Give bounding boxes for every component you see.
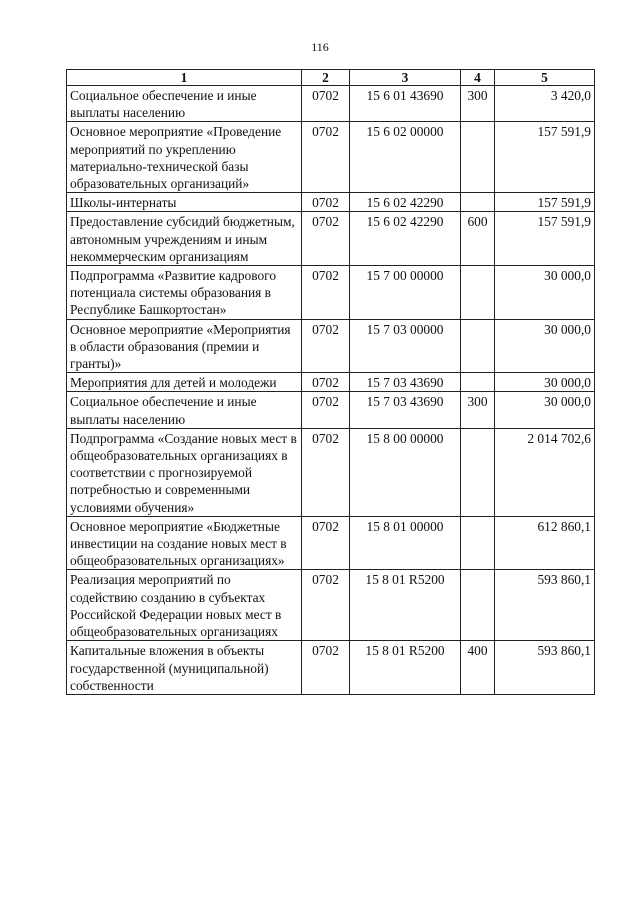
row-amount-cell: 612 860,1 — [495, 516, 595, 570]
row-kind-cell — [461, 516, 495, 570]
row-amount-cell: 30 000,0 — [495, 392, 595, 428]
row-name-cell: Основное мероприятие «Мероприятия в области образования (премии и гранты)» — [67, 319, 302, 373]
table-row — [67, 193, 595, 212]
table-header-row — [67, 70, 595, 86]
page-number: 116 — [311, 40, 329, 54]
row-code-cell: 15 7 03 43690 — [350, 373, 461, 392]
header-col-4: 4 — [461, 70, 495, 86]
row-amount-cell: 3 420,0 — [495, 86, 595, 122]
row-code-cell: 15 8 00 00000 — [350, 428, 461, 516]
row-section-cell: 0702 — [302, 266, 350, 320]
table-row — [67, 392, 595, 428]
row-code-cell: 15 6 02 42290 — [350, 212, 461, 266]
budget-table — [66, 69, 595, 695]
row-amount-cell: 2 014 702,6 — [495, 428, 595, 516]
table-row — [67, 641, 595, 695]
table-row — [67, 212, 595, 266]
row-code-cell: 15 6 02 42290 — [350, 193, 461, 212]
row-name-cell: Капитальные вложения в объекты государственной (муниципальной) собственности — [67, 641, 302, 695]
row-section-cell: 0702 — [302, 516, 350, 570]
row-amount-cell: 30 000,0 — [495, 319, 595, 373]
table-row — [67, 319, 595, 373]
row-code-cell: 15 7 00 00000 — [350, 266, 461, 320]
row-section-cell: 0702 — [302, 212, 350, 266]
table-row — [67, 570, 595, 641]
row-name-cell: Реализация мероприятий по содействию созданию в субъектах Российской Федерации новых мест в общеобразовательных организациях — [67, 570, 302, 641]
row-amount-cell: 30 000,0 — [495, 266, 595, 320]
row-kind-cell — [461, 428, 495, 516]
row-kind-cell — [461, 193, 495, 212]
row-code-cell: 15 6 02 00000 — [350, 122, 461, 193]
row-name-cell: Подпрограмма «Развитие кадрового потенциала системы образования в Республике Башкортостан» — [67, 266, 302, 320]
table-row — [67, 266, 595, 320]
row-amount-cell: 157 591,9 — [495, 122, 595, 193]
row-code-cell: 15 8 01 R5200 — [350, 570, 461, 641]
row-section-cell: 0702 — [302, 319, 350, 373]
row-section-cell: 0702 — [302, 373, 350, 392]
header-col-3: 3 — [350, 70, 461, 86]
row-section-cell: 0702 — [302, 86, 350, 122]
row-code-cell: 15 8 01 00000 — [350, 516, 461, 570]
row-name-cell: Школы-интернаты — [67, 193, 302, 212]
row-name-cell: Основное мероприятие «Проведение мероприятий по укреплению материально-технической базы образовательных организаций» — [67, 122, 302, 193]
row-amount-cell: 157 591,9 — [495, 193, 595, 212]
row-section-cell: 0702 — [302, 641, 350, 695]
row-code-cell: 15 6 01 43690 — [350, 86, 461, 122]
row-amount-cell: 593 860,1 — [495, 570, 595, 641]
row-kind-cell: 400 — [461, 641, 495, 695]
row-code-cell: 15 7 03 00000 — [350, 319, 461, 373]
row-section-cell: 0702 — [302, 193, 350, 212]
row-code-cell: 15 7 03 43690 — [350, 392, 461, 428]
row-kind-cell — [461, 373, 495, 392]
header-col-1: 1 — [67, 70, 302, 86]
row-name-cell: Социальное обеспечение и иные выплаты населению — [67, 86, 302, 122]
row-section-cell: 0702 — [302, 122, 350, 193]
row-code-cell: 15 8 01 R5200 — [350, 641, 461, 695]
row-kind-cell — [461, 266, 495, 320]
row-section-cell: 0702 — [302, 392, 350, 428]
row-kind-cell — [461, 122, 495, 193]
row-name-cell: Предоставление субсидий бюджетным, автономным учреждениям и иным некоммерческим организациям — [67, 212, 302, 266]
row-amount-cell: 30 000,0 — [495, 373, 595, 392]
row-name-cell: Подпрограмма «Создание новых мест в общеобразовательных организациях в соответствии с прогнозируемой потребностью и современными условиями обучения» — [67, 428, 302, 516]
row-amount-cell: 593 860,1 — [495, 641, 595, 695]
table-row — [67, 516, 595, 570]
row-section-cell: 0702 — [302, 570, 350, 641]
header-col-5: 5 — [495, 70, 595, 86]
row-name-cell: Основное мероприятие «Бюджетные инвестиции на создание новых мест в общеобразовательных организациях» — [67, 516, 302, 570]
row-kind-cell — [461, 319, 495, 373]
row-section-cell: 0702 — [302, 428, 350, 516]
table-row — [67, 373, 595, 392]
row-kind-cell: 600 — [461, 212, 495, 266]
row-name-cell: Социальное обеспечение и иные выплаты населению — [67, 392, 302, 428]
row-kind-cell — [461, 570, 495, 641]
row-amount-cell: 157 591,9 — [495, 212, 595, 266]
table-row — [67, 428, 595, 516]
table-row — [67, 122, 595, 193]
row-name-cell: Мероприятия для детей и молодежи — [67, 373, 302, 392]
table-row — [67, 86, 595, 122]
row-kind-cell: 300 — [461, 392, 495, 428]
row-kind-cell: 300 — [461, 86, 495, 122]
header-col-2: 2 — [302, 70, 350, 86]
